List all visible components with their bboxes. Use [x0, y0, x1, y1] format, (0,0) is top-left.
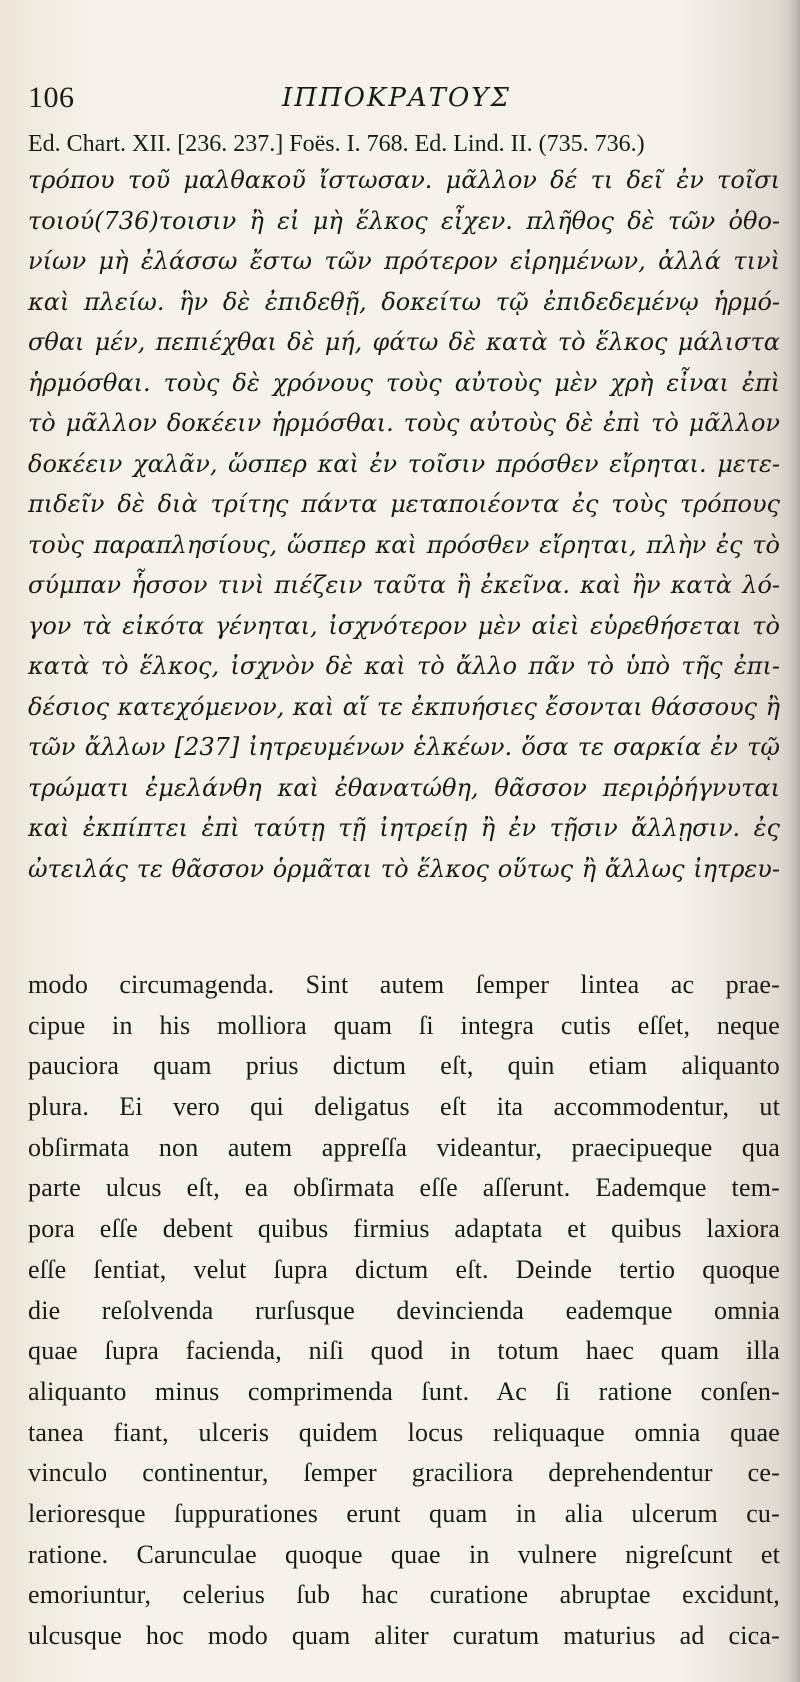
greek-line: τὸ μᾶλλον δοκέειν ἡρμόσθαι. τοὺς αὐτοὺς δὲ ἐπὶ τὸ μᾶλλον	[28, 409, 780, 437]
latin-line: cipue in his molliora quam ſi integra cutis eſſet, neque	[28, 1010, 780, 1040]
page-gutter-shadow	[788, 0, 800, 1682]
edition-references: Ed. Chart. XII. [236. 237.] Foës. I. 768. Ed. Lind. II. (735. 736.)	[28, 131, 645, 157]
greek-line: κατὰ τὸ ἕλκος, ἰσχνὸν δὲ καὶ τὸ ἄλλο πᾶν τὸ ὑπὸ τῆς ἐπι-	[28, 652, 780, 680]
latin-translation-block	[28, 965, 780, 1657]
greek-line: νίων μὴ ἐλάσσω ἔστω τῶν πρότερον εἰρημένων, ἀλλά τινὶ	[28, 247, 780, 275]
greek-line: καὶ ἐκπίπτει ἐπὶ ταύτῃ τῇ ἰητρείῃ ἢ ἐν τῇσιν ἄλλῃσιν. ἐς	[28, 814, 780, 842]
greek-line: ὠτειλάς τε θᾶσσον ὁρμᾶται τὸ ἕλκος οὕτως ἢ ἄλλως ἰητρευ-	[28, 854, 780, 883]
running-title: ΙΠΠΟΚΡΑΤΟΥΣ	[282, 83, 511, 113]
latin-line: ulcusque hoc modo quam aliter curatum maturius ad cica-	[28, 1621, 780, 1650]
page-number: 106	[28, 81, 75, 114]
latin-line: pora eſſe debent quibus firmius adaptata et quibus laxiora	[28, 1214, 780, 1244]
latin-line: modo circumagenda. Sint autem ſemper lintea ac prae-	[28, 970, 780, 999]
greek-line: καὶ πλείω. ἣν δὲ ἐπιδεθῇ, δοκείτω τῷ ἐπιδεδεμένῳ ἡρμό-	[28, 287, 780, 316]
greek-line: πιδεῖν δὲ διὰ τρίτης πάντα μεταποιέοντα ἐς τοὺς τρόπους	[28, 490, 780, 518]
latin-line: obſirmata non autem appreſſa videantur, praecipueque qua	[28, 1132, 780, 1162]
greek-line: γον τὰ εἰκότα γένηται, ἰσχνότερον μὲν αἰεὶ εὑρεθήσεται τὸ	[28, 611, 780, 640]
greek-line: ἡρμόσθαι. τοὺς δὲ χρόνους τοὺς αὐτοὺς μὲν χρὴ εἶναι ἐπὶ	[28, 368, 780, 397]
greek-line: τρόπου τοῦ μαλθακοῦ ἴστωσαν. μᾶλλον δέ τι δεῖ ἐν τοῖσι	[28, 166, 780, 194]
latin-line: parte ulcus eſt, ea obſirmata eſſe aſſerunt. Eademque tem-	[28, 1173, 780, 1203]
page-header	[28, 80, 768, 120]
greek-line: τοὺς παραπλησίους, ὥσπερ καὶ πρόσθεν εἴρηται, πλὴν ἐς τὸ	[28, 530, 780, 559]
greek-line: τοιού(736)τοισιν ἢ εἰ μὴ ἕλκος εἶχεν. πλῆθος δὲ τῶν ὀθο-	[28, 206, 780, 235]
latin-line: vinculo continentur, ſemper graciliora deprehendentur ce-	[28, 1458, 780, 1488]
greek-line: δέσιος κατεχόμενον, καὶ αἵ τε ἐκπυήσιες ἔσονται θάσσους ἢ	[28, 692, 780, 721]
greek-line: σθαι μέν, πεπιέχθαι δὲ μή, φάτω δὲ κατὰ τὸ ἕλκος μάλιστα	[28, 328, 780, 356]
latin-line: aliquanto minus comprimenda ſunt. Ac ſi ratione conſen-	[28, 1376, 780, 1406]
latin-line: tanea fiant, ulceris quidem locus reliquaque omnia quae	[28, 1417, 780, 1447]
latin-line: emoriuntur, celerius ſub hac curatione abruptae excidunt,	[28, 1580, 780, 1610]
greek-text-block	[28, 160, 780, 889]
greek-line: δοκέειν χαλᾶν, ὥσπερ καὶ ἐν τοῖσιν πρόσθεν εἴρηται. μετε-	[28, 449, 780, 478]
latin-line: pauciora quam prius dictum eſt, quin etiam aliquanto	[28, 1051, 780, 1081]
latin-line: eſſe ſentiat, velut ſupra dictum eſt. Deinde tertio quoque	[28, 1254, 780, 1284]
latin-line: quae ſupra facienda, niſi quod in totum haec quam illa	[28, 1336, 780, 1366]
greek-line: τῶν ἄλλων [237] ἰητρευμένων ἑλκέων. ὅσα τε σαρκία ἐν τῷ	[28, 733, 780, 761]
latin-line: ratione. Carunculae quoque quae in vulnere nigreſcunt et	[28, 1539, 780, 1569]
greek-line: τρώματι ἐμελάνθη καὶ ἐθανατώθη, θᾶσσον περιῤῥήγνυται	[28, 773, 780, 802]
greek-line: σύμπαν ἧσσον τινὶ πιέζειν ταῦτα ἢ ἐκεῖνα. καὶ ἢν κατὰ λό-	[28, 571, 780, 599]
latin-line: die reſolvenda rurſusque devincienda eademque omnia	[28, 1295, 780, 1325]
latin-line: plura. Ei vero qui deligatus eſt ita accommodentur, ut	[28, 1092, 780, 1122]
latin-line: lerioresque ſuppurationes erunt quam in alia ulcerum cu-	[28, 1498, 780, 1528]
